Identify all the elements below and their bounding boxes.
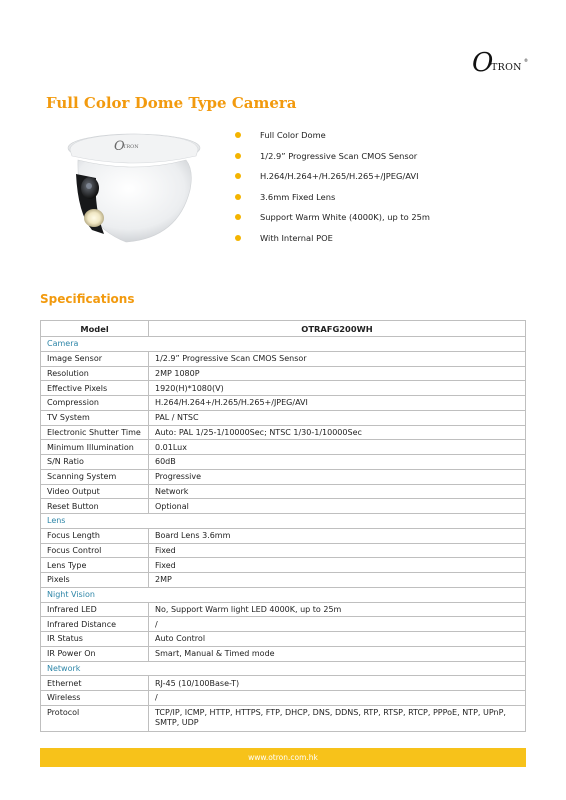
spec-value: Fixed [149, 558, 526, 573]
spec-value: 1/2.9” Progressive Scan CMOS Sensor [149, 351, 526, 366]
spec-value: / [149, 617, 526, 632]
table-row [41, 484, 526, 499]
logo-wordmark: TRON [491, 62, 522, 73]
spec-label: Minimum Illumination [41, 440, 149, 455]
spec-label: Resolution [41, 366, 149, 381]
spec-label: Electronic Shutter Time [41, 425, 149, 440]
bullet-icon [235, 173, 241, 179]
table-row [41, 602, 526, 617]
spec-label: S/N Ratio [41, 455, 149, 470]
spec-value: Fixed [149, 543, 526, 558]
spec-value: Optional [149, 499, 526, 514]
spec-label: Image Sensor [41, 351, 149, 366]
spec-value: Network [149, 484, 526, 499]
table-row [41, 396, 526, 411]
spec-label: Infrared Distance [41, 617, 149, 632]
spec-label: Wireless [41, 691, 149, 706]
feature-item [232, 170, 430, 191]
section-title: Lens [41, 514, 526, 529]
section-row [41, 661, 526, 676]
table-row [41, 351, 526, 366]
table-row [41, 558, 526, 573]
spec-value: No, Support Warm light LED 4000K, up to 25m [149, 602, 526, 617]
spec-value: H.264/H.264+/H.265/H.265+/JPEG/AVI [149, 396, 526, 411]
section-title: Night Vision [41, 587, 526, 602]
spec-label: Lens Type [41, 558, 149, 573]
table-row [41, 455, 526, 470]
footer-website: www.otron.com.hk [248, 753, 318, 762]
table-row [41, 705, 526, 731]
logo-registered-mark: ® [524, 58, 528, 63]
header-model-value: OTRAFG200WH [149, 321, 526, 337]
bullet-icon [235, 194, 241, 200]
spec-value: 60dB [149, 455, 526, 470]
bullet-icon [235, 153, 241, 159]
feature-text: Support Warm White (4000K), up to 25m [260, 212, 431, 223]
table-row [41, 499, 526, 514]
section-row [41, 337, 526, 352]
feature-item [232, 129, 430, 150]
spec-value: RJ-45 (10/100Base-T) [149, 676, 526, 691]
spec-label: Reset Button [41, 499, 149, 514]
spec-label: TV System [41, 410, 149, 425]
table-row [41, 573, 526, 588]
table-row [41, 617, 526, 632]
feature-text: 3.6mm Fixed Lens [260, 191, 336, 202]
brand-logo [472, 50, 530, 78]
specifications-table [40, 320, 526, 732]
spec-value: 2MP 1080P [149, 366, 526, 381]
spec-value: / [149, 691, 526, 706]
table-row [41, 676, 526, 691]
spec-label: Infrared LED [41, 602, 149, 617]
spec-label: Video Output [41, 484, 149, 499]
camera-logo-text: TRON [123, 144, 139, 150]
logo-letter-o: O [472, 48, 494, 78]
section-row [41, 514, 526, 529]
section-title: Camera [41, 337, 526, 352]
spec-label: Effective Pixels [41, 381, 149, 396]
feature-item [232, 191, 430, 212]
spec-value: TCP/IP, ICMP, HTTP, HTTPS, FTP, DHCP, DNS, DDNS, RTP, RTSP, RTCP, PPPoE, NTP, UPnP, SMTP, UDP [149, 705, 526, 731]
spec-value: 2MP [149, 573, 526, 588]
spec-label: Scanning System [41, 469, 149, 484]
table-row [41, 410, 526, 425]
spec-label: Compression [41, 396, 149, 411]
table-row [41, 440, 526, 455]
feature-text: Full Color Dome [260, 130, 326, 140]
spec-label: IR Power On [41, 646, 149, 661]
bullet-icon [235, 132, 241, 138]
dome-camera-image [56, 126, 206, 250]
page-title: Full Color Dome Type Camera [46, 94, 297, 112]
feature-text: With Internal POE [260, 232, 333, 243]
spec-label: Pixels [41, 573, 149, 588]
feature-item [232, 211, 430, 232]
table-row [41, 691, 526, 706]
spec-label: Ethernet [41, 676, 149, 691]
specifications-heading: Specifications [40, 292, 135, 306]
spec-value: Auto: PAL 1/25-1/10000Sec; NTSC 1/30-1/10000Sec [149, 425, 526, 440]
table-header-row [41, 321, 526, 337]
table-row [41, 469, 526, 484]
table-row [41, 381, 526, 396]
footer-bar [40, 748, 526, 767]
camera-logo-o: O [114, 139, 125, 154]
spec-label: Focus Length [41, 528, 149, 543]
feature-item [232, 150, 430, 171]
table-row [41, 646, 526, 661]
spec-value: PAL / NTSC [149, 410, 526, 425]
table-row [41, 366, 526, 381]
feature-text: H.264/H.264+/H.265/H.265+/JPEG/AVI [260, 171, 419, 182]
bullet-icon [235, 214, 241, 220]
spec-label: Protocol [41, 705, 149, 731]
table-row [41, 543, 526, 558]
feature-item [232, 232, 430, 253]
section-row [41, 587, 526, 602]
header-label: Model [41, 321, 149, 337]
spec-value: Progressive [149, 469, 526, 484]
table-row [41, 425, 526, 440]
table-row [41, 528, 526, 543]
feature-text: 1/2.9” Progressive Scan CMOS Sensor [260, 150, 418, 161]
feature-list [232, 129, 430, 253]
spec-label: IR Status [41, 632, 149, 647]
section-title: Network [41, 661, 526, 676]
spec-value: 0.01Lux [149, 440, 526, 455]
spec-value: Smart, Manual & Timed mode [149, 646, 526, 661]
table-row [41, 632, 526, 647]
spec-value: 1920(H)*1080(V) [149, 381, 526, 396]
spec-value: Auto Control [149, 632, 526, 647]
bullet-icon [235, 235, 241, 241]
spec-value: Board Lens 3.6mm [149, 528, 526, 543]
spec-label: Focus Control [41, 543, 149, 558]
